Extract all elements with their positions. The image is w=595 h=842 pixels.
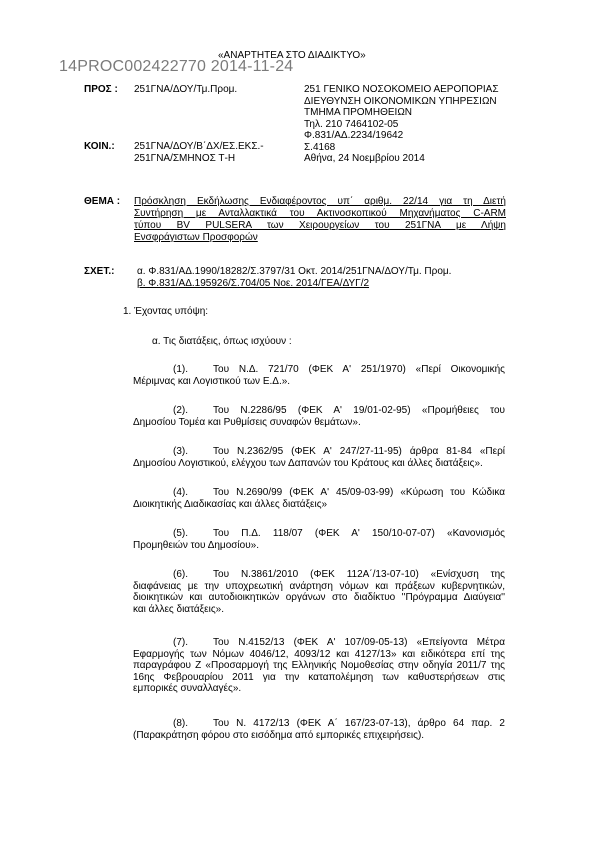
provision-paragraph — [133, 718, 505, 741]
provision-number: (5). — [173, 528, 188, 539]
watermark-code: 14PROC002422770 2014-11-24 — [59, 58, 294, 75]
sender-line: ΔΙΕΥΘΥΝΣΗ ΟΙΚΟΝΟΜΙΚΩΝ ΥΠΗΡΕΣΙΩΝ — [304, 95, 497, 107]
subject-line: τύπου BV PULSERA των Χειρουργείων του 251ΓΝΑ με Λήψη — [134, 220, 506, 231]
provision-number: (4). — [173, 487, 188, 498]
sender-line: ΤΜΗΜΑ ΠΡΟΜΗΘΕΙΩΝ — [304, 107, 413, 118]
references-block — [137, 266, 451, 290]
koin-line: 251ΓΝΑ/ΔΟΥ/Β΄ΔΧ/ΕΣ.ΕΚΣ.- — [134, 141, 264, 152]
provision-number: (2). — [173, 405, 188, 416]
pros-value: 251ΓΝΑ/ΔΟΥ/Τμ.Προμ. — [134, 84, 238, 95]
provision-number: (1). — [173, 364, 188, 375]
provision-line: και άλλες διατάξεις». — [133, 603, 224, 615]
subject-label: ΘΕΜΑ : — [84, 196, 121, 207]
provision-line: Του Π.Δ. 118/07 (ΦΕΚ Α' 150/10-07-07) «Κανονισμός — [213, 528, 505, 539]
provision-paragraph — [133, 446, 505, 469]
references-label: ΣΧΕΤ.: — [84, 266, 115, 277]
provision-line: Δημοσίου Λογιστικού, ελέγχου των Δαπανών του Κράτους και άλλες διατάξεις». — [133, 457, 483, 469]
provision-number: (8). — [173, 718, 188, 729]
provision-line: διοικητικών και αυτοδιοικητικών οργάνων στο διαδίκτυο ''Πρόγραμμα Διαύγεια'' — [133, 592, 505, 603]
provision-line: Του Ν.Δ. 721/70 (ΦΕΚ Α' 251/1970) «Περί Οικονομικής — [213, 364, 505, 375]
provision-line: Του Ν.4152/13 (ΦΕΚ Α' 107/09-05-13) «Επείγοντα Μέτρα — [213, 637, 505, 648]
provision-line: εμπορικές συναλλαγές». — [133, 683, 242, 694]
sender-block — [304, 84, 499, 165]
provision-line: Δημοσίου Τομέα και Ρυθμίσεις συναφών θεμάτων». — [133, 416, 361, 428]
sender-line: Σ.4168 — [304, 141, 336, 153]
provision-number: (3). — [173, 446, 188, 457]
sender-line: 251 ΓΕΝΙΚΟ ΝΟΣΟΚΟΜΕΙΟ ΑΕΡΟΠΟΡΙΑΣ — [304, 84, 499, 95]
koin-line: 251ΓΝΑ/ΣΜΗΝΟΣ Τ-Η — [134, 152, 236, 164]
subject-line: Πρόσκληση Εκδήλωσης Ενδιαφέροντος υπ΄ αριθμ. 22/14 για τη Διετή — [134, 196, 506, 207]
reference-line: β. Φ.831/ΑΔ.195926/Σ.704/05 Νοε. 2014/ΓΕΑ/ΔΥΓ/2 — [137, 278, 370, 289]
provision-line: 16ης Φεβρουαρίου 2011 για την καταπολέμηση των καθυστερήσεων στις — [133, 671, 505, 683]
provision-line: Του Ν.3861/2010 (ΦΕΚ 112Α΄/13-07-10) «Ενίσχυση της — [213, 569, 505, 580]
provision-line: Του Ν.2690/99 (ΦΕΚ Α' 45/09-03-99) «Κύρωση του Κώδικα — [213, 487, 505, 498]
provision-line: Του Ν. 4172/13 (ΦΕΚ Α΄ 167/23-07-13), άρθρο 64 παρ. 2 — [213, 718, 505, 729]
provision-line: Του Ν.2362/95 (ΦΕΚ Α' 247/27-11-95) άρθρα 81-84 «Περί — [213, 446, 505, 457]
pros-label: ΠΡΟΣ : — [84, 84, 118, 95]
sender-line: Τηλ. 210 7464102-05 — [304, 118, 399, 130]
provision-paragraph — [133, 528, 505, 551]
item-a-heading: α. Τις διατάξεις, όπως ισχύουν : — [152, 336, 292, 347]
provision-paragraph — [133, 637, 505, 695]
provision-line: διαφάνειας με την υποχρεωτική ανάρτηση νόμων και πράξεων κυβερνητικών, — [133, 580, 505, 592]
provision-line: Προμηθειών του Δημοσίου». — [133, 539, 260, 551]
koin-label: ΚΟΙΝ.: — [84, 141, 115, 152]
provision-number: (6). — [173, 569, 188, 580]
sender-line: Φ.831/ΑΔ.2234/19642 — [304, 130, 404, 141]
reference-line: α. Φ.831/ΑΔ.1990/18282/Σ.3797/31 Οκτ. 2014/251ΓΝΑ/ΔΟΥ/Τμ. Προμ. — [137, 266, 452, 277]
provision-paragraph — [133, 364, 505, 387]
koin-block — [134, 141, 264, 164]
subject-text — [134, 196, 506, 244]
provision-line: παραγράφου Ζ «Προσαρμογή της Ελληνικής Νομοθεσίας στην οδηγία 2011/7 της — [133, 660, 505, 671]
provision-line: Εφαρμογής των Νόμων 4046/12, 4093/12 και 4127/13» και ειδικότερα επί της — [133, 648, 505, 660]
provision-line: Του Ν.2286/95 (ΦΕΚ Α' 19/01-02-95) «Προμήθειες του — [213, 405, 505, 416]
item-1-heading: 1. Έχοντας υπόψη: — [123, 306, 209, 317]
provision-number: (7). — [173, 637, 188, 648]
provision-line: Μέριμνας και Λογιστικού των Ε.Δ.». — [133, 375, 291, 387]
provision-line: Διοικητικής Διαδικασίας και άλλες διατάξεις» — [133, 498, 328, 510]
provision-paragraph — [133, 487, 505, 510]
posting-stamp: «ΑΝΑΡΤΗΤΕΑ ΣΤΟ ΔΙΑΔΙΚΤΥΟ» — [218, 50, 366, 61]
provision-line: (Παρακράτηση φόρου στο εισόδημα από εμπορικές επιχειρήσεις). — [133, 729, 425, 741]
sender-line: Αθήνα, 24 Νοεμβρίου 2014 — [304, 153, 425, 164]
subject-line: Ενσφράγιστων Προσφορών — [134, 232, 258, 243]
provision-paragraph — [133, 405, 505, 428]
subject-line: Συντήρηση με Ανταλλακτικά του Ακτινοσκοπικού Μηχανήματος C-ARM — [134, 208, 506, 219]
provision-paragraph — [133, 569, 505, 615]
